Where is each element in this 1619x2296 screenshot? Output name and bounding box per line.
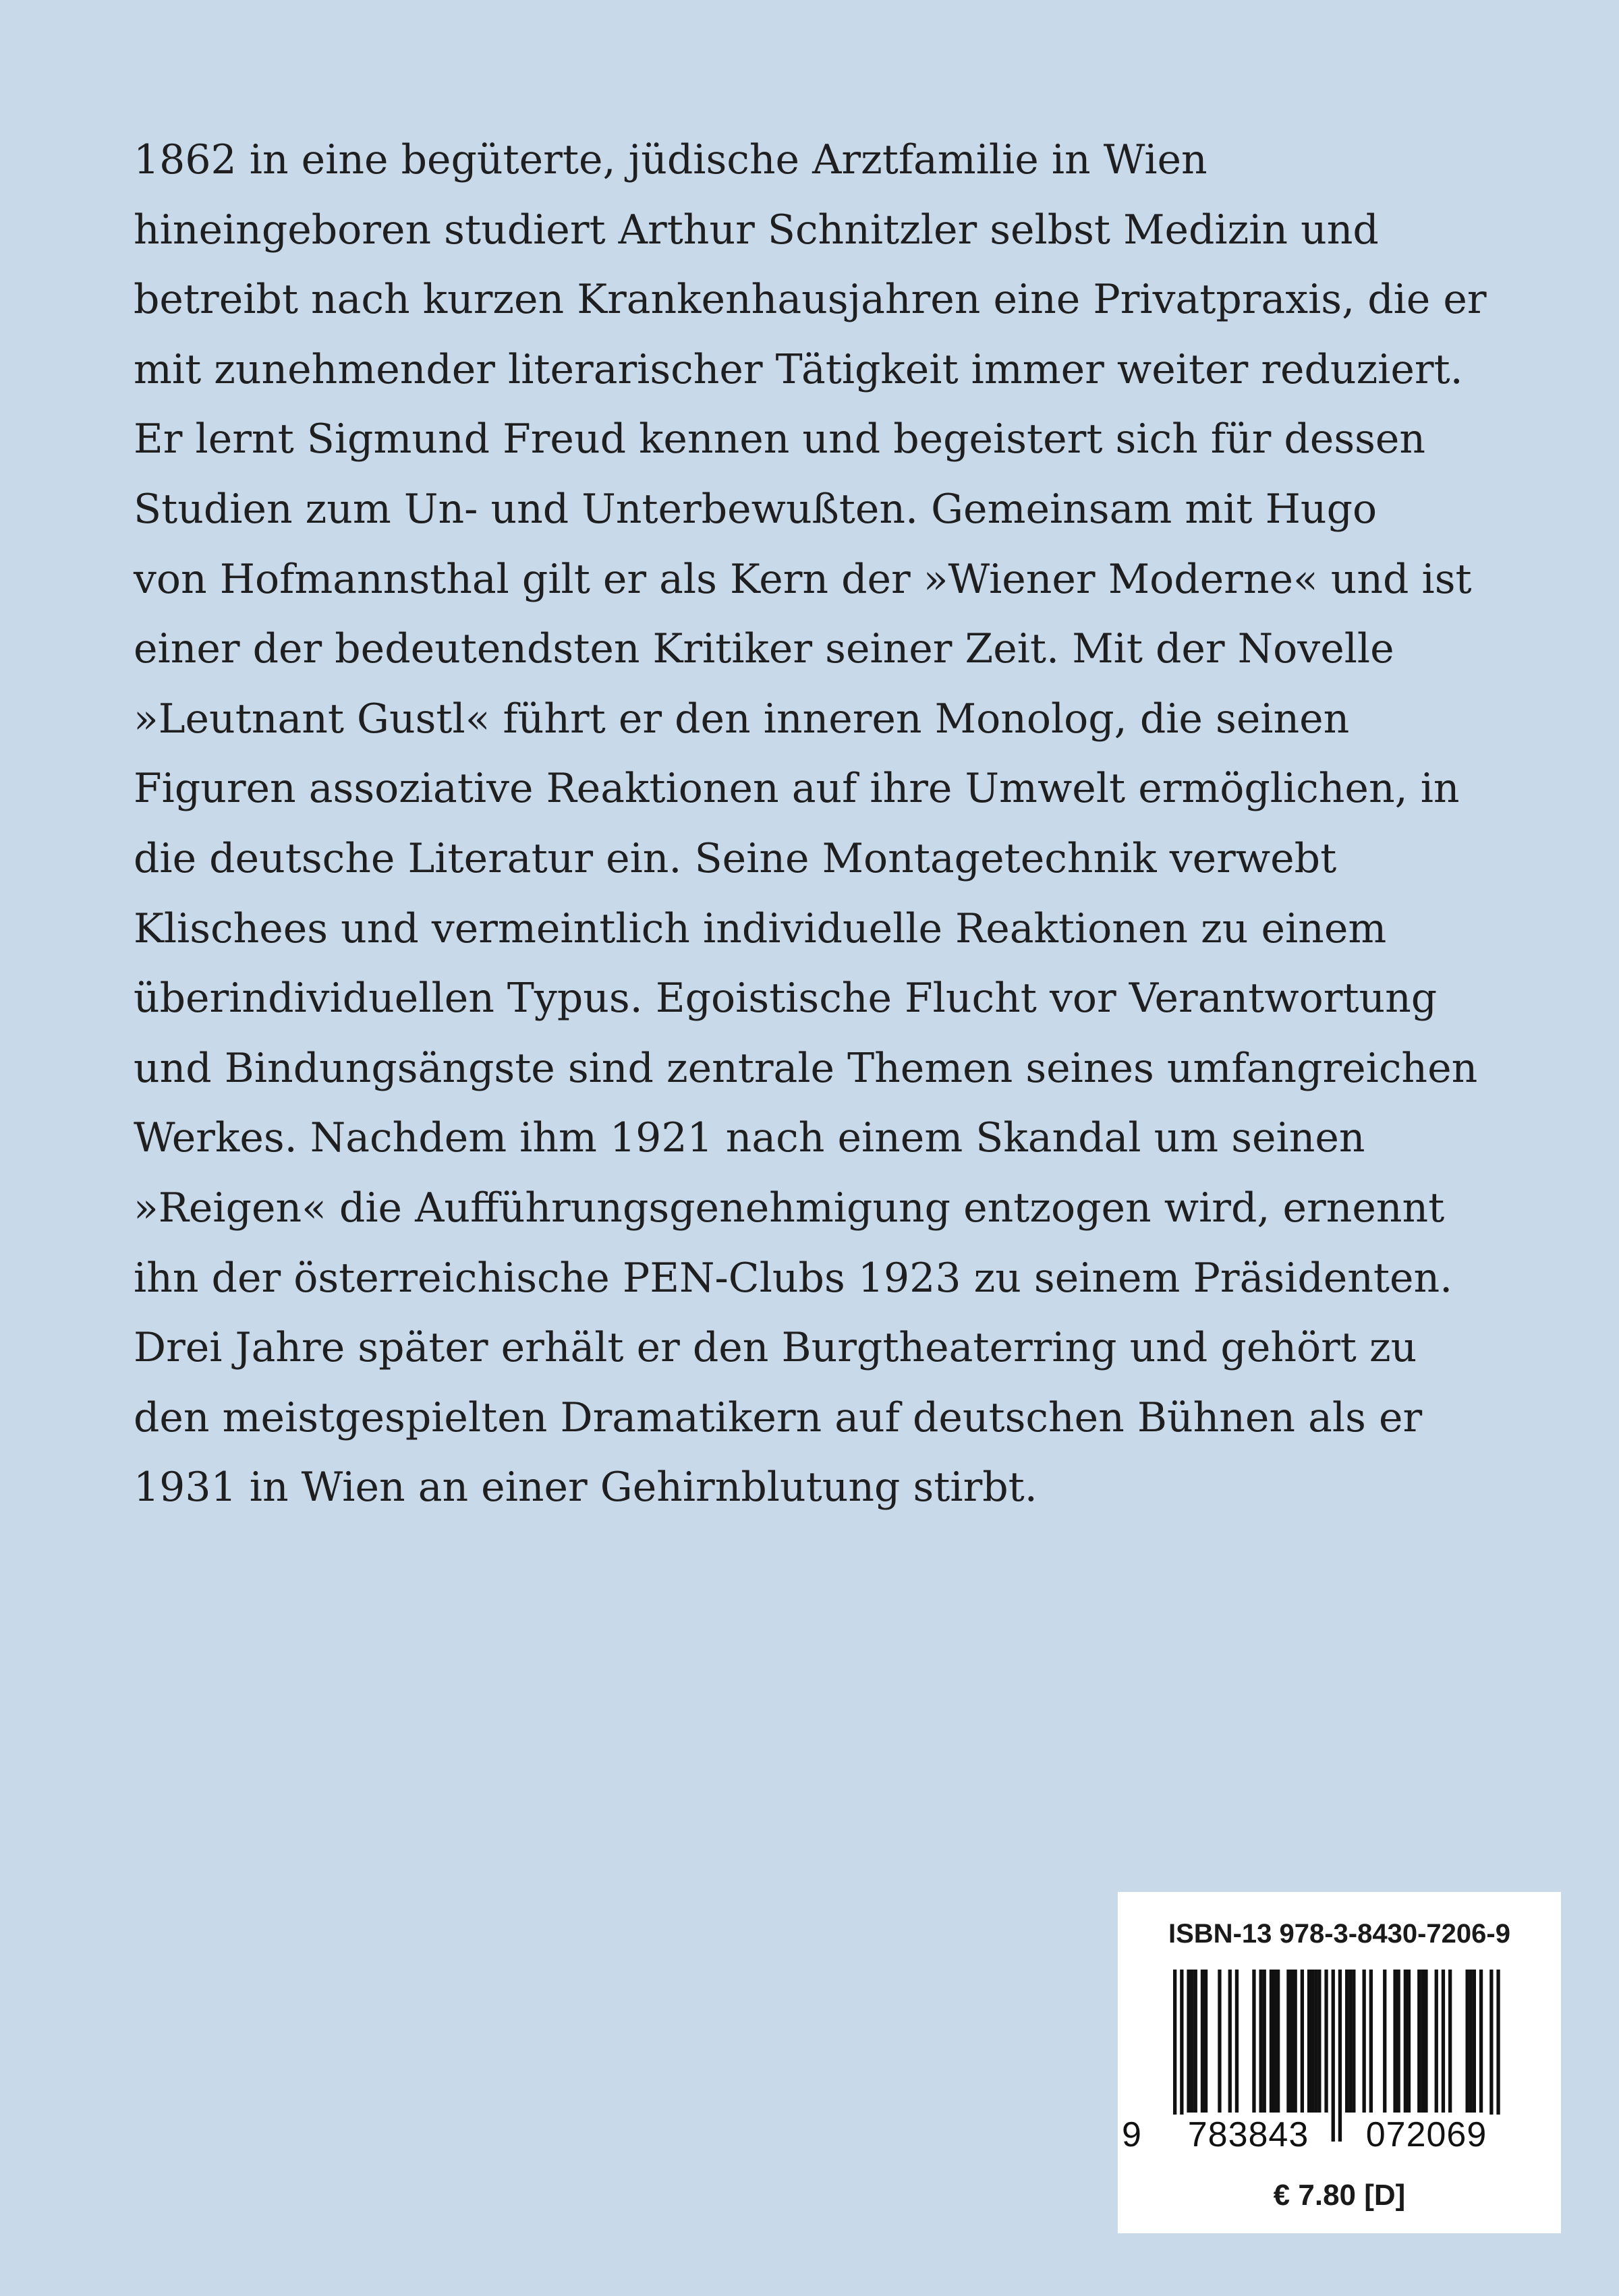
barcode-bar — [1479, 1970, 1483, 2113]
biography-line: Werkes. Nachdem ihm 1921 nach einem Skandal um seinen — [134, 1114, 1365, 1162]
barcode-bar — [1435, 1970, 1438, 2113]
isbn-label-box — [1118, 1892, 1561, 2233]
barcode-bar — [1442, 1970, 1445, 2113]
author-biography — [134, 125, 1510, 1523]
biography-line: einer der bedeutendsten Kritiker seiner Zeit. Mit der Novelle — [134, 625, 1394, 673]
barcode-bar — [1317, 1970, 1321, 2113]
biography-line: betreibt nach kurzen Krankenhausjahren eine Privatpraxis, die er — [134, 276, 1487, 324]
barcode-bar — [1259, 1970, 1263, 2113]
biography-line: Figuren assoziative Reaktionen auf ihre Umwelt ermöglichen, in — [134, 765, 1460, 813]
barcode-bar — [1424, 1970, 1427, 2113]
barcode-bar — [1307, 1970, 1311, 2113]
barcode-bar — [1228, 1970, 1232, 2113]
barcode-bar — [1204, 1970, 1208, 2113]
biography-line: hineingeboren studiert Arthur Schnitzler selbst Medizin und — [134, 206, 1379, 254]
barcode-bar — [1311, 1970, 1314, 2113]
biography-line: Studien zum Un- und Unterbewußten. Gemeinsam mit Hugo — [134, 485, 1377, 533]
barcode-bar — [1191, 1970, 1194, 2113]
barcode-bar — [1270, 1970, 1273, 2113]
barcode-bar — [1417, 1970, 1421, 2113]
barcode-bar — [1345, 1970, 1348, 2113]
barcode-bar — [1421, 1970, 1424, 2113]
barcode-digit-first: 9 — [1122, 2115, 1142, 2154]
barcode-bar — [1352, 1970, 1355, 2113]
biography-line: Er lernt Sigmund Freud kennen und begeistert sich für dessen — [134, 415, 1426, 463]
biography-line: 1862 in eine begüterte, jüdische Arztfamilie in Wien — [134, 136, 1208, 183]
barcode-bar — [1263, 1970, 1266, 2113]
barcode-bar — [1348, 1970, 1352, 2113]
biography-line: den meistgespielten Dramatikern auf deutschen Bühnen als er — [134, 1394, 1423, 1441]
price: € 7.80 [D] — [1273, 2179, 1406, 2212]
barcode-bar — [1466, 1970, 1469, 2113]
biography-line: »Leutnant Gustl« führt er den inneren Monolog, die seinen — [134, 695, 1350, 743]
barcode-bar — [1294, 1970, 1297, 2113]
biography-line: überindividuellen Typus. Egoistische Flucht vor Verantwortung — [134, 975, 1438, 1023]
barcode-bar — [1473, 1970, 1476, 2113]
biography-line: die deutsche Literatur ein. Seine Montagetechnik verwebt — [134, 834, 1337, 882]
biography-line: mit zunehmender literarischer Tätigkeit immer weiter reduziert. — [134, 345, 1463, 393]
barcode-bar — [1397, 1970, 1400, 2113]
barcode-bar — [1187, 1970, 1190, 2113]
barcode-bar — [1393, 1970, 1396, 2113]
isbn-number: ISBN-13 978-3-8430-7206-9 — [1168, 1919, 1510, 1949]
barcode-bar — [1194, 1970, 1197, 2113]
barcode-bar — [1448, 1970, 1452, 2113]
barcode-digits-right: 072069 — [1347, 2115, 1506, 2155]
barcode-bar — [1218, 1970, 1221, 2113]
biography-line: und Bindungsängste sind zentrale Themen seines umfangreichen — [134, 1044, 1478, 1092]
biography-line: Drei Jahre später erhält er den Burgtheaterring und gehört zu — [134, 1324, 1417, 1372]
biography-line: von Hofmannsthal gilt er als Kern der »Wiener Moderne« und ist — [134, 555, 1472, 603]
barcode-bar — [1290, 1970, 1293, 2113]
biography-line: Klischees und vermeintlich individuelle Reaktionen zu einem — [134, 905, 1387, 952]
barcode-bar — [1407, 1970, 1411, 2113]
barcode-bar — [1201, 1970, 1204, 2113]
barcode-bar — [1252, 1970, 1255, 2113]
barcode-digits-left: 783843 — [1169, 2115, 1328, 2155]
biography-line: »Reigen« die Aufführungsgenehmigung entzogen wird, ernennt — [134, 1184, 1445, 1232]
barcode-bar — [1324, 1970, 1328, 2113]
barcode-bar — [1363, 1970, 1366, 2113]
barcode-bar — [1286, 1970, 1290, 2113]
biography-line: ihn der österreichische PEN-Clubs 1923 zu seinem Präsidenten. — [134, 1254, 1453, 1302]
barcode-bar — [1276, 1970, 1280, 2113]
barcode-bar — [1235, 1970, 1239, 2113]
barcode-bar — [1314, 1970, 1317, 2113]
barcode-bar — [1369, 1970, 1373, 2113]
barcode-bar — [1404, 1970, 1407, 2113]
barcode-bar — [1383, 1970, 1386, 2113]
barcode-bar — [1338, 1970, 1342, 2142]
barcode-bar — [1332, 1970, 1335, 2142]
barcode-bar — [1301, 1970, 1304, 2113]
barcode-bar — [1273, 1970, 1276, 2113]
barcode-bar — [1469, 1970, 1473, 2113]
biography-line: 1931 in Wien an einer Gehirnblutung stirbt. — [134, 1464, 1038, 1512]
